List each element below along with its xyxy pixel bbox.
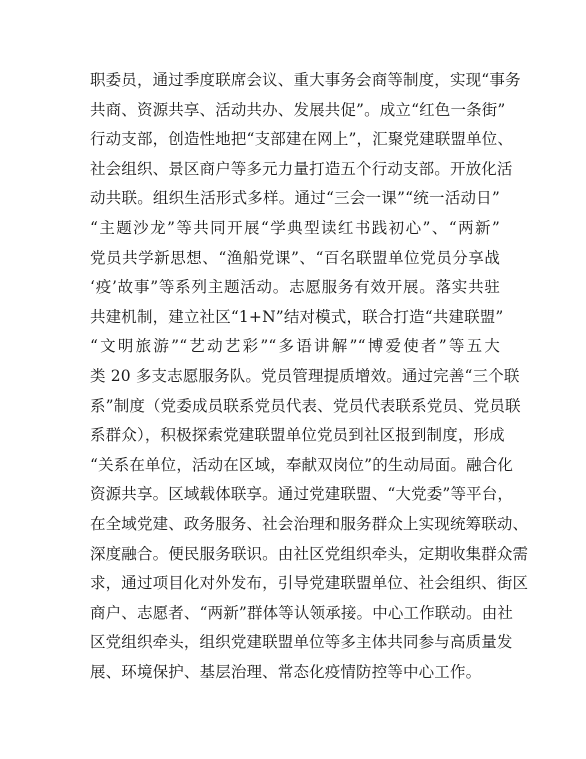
text-line: 展、环境保护、基层治理、常态化疫情防控等中心工作。 bbox=[90, 662, 482, 681]
text-line: 职委员，通过季度联席会议、重大事务会商等制度，实现“事务 bbox=[90, 71, 521, 89]
text-line: 资源共享。区域载体联享。通过党建联盟、“大党委”等平台， bbox=[90, 485, 514, 504]
text-line: 共商、资源共享、活动共办、发展共促”。成立“红色一条街” bbox=[90, 100, 506, 119]
body-text bbox=[90, 66, 529, 687]
text-line: 动共联。组织生活形式多样。通过“三会一课”“统一活动日” bbox=[90, 189, 500, 208]
text-line: 深度融合。便民服务联识。由社区党组织牵头，定期收集群众需 bbox=[90, 544, 529, 563]
text-line: 系”制度（党委成员联系党员代表、党员代表联系党员、党员联 bbox=[90, 396, 521, 415]
text-line: 共建机制，建立社区“1+N”结对模式，联合打造“共建联盟” bbox=[90, 307, 504, 326]
text-line: 行动支部，创造性地把“支部建在网上”，汇聚党建联盟单位、 bbox=[90, 130, 514, 149]
text-line: “文明旅游”“艺动艺彩”“多语讲解”“博爱使者”等五大 bbox=[90, 337, 500, 356]
text-line: 区党组织牵头，组织党建联盟单位等多主体共同参与高质量发 bbox=[90, 633, 513, 652]
text-line: 求，通过项目化对外发布，引导党建联盟单位、社会组织、街区 bbox=[90, 574, 529, 593]
text-line: “主题沙龙”等共同开展“学典型读红书践初心”、“两新” bbox=[90, 218, 500, 237]
text-line: 系群众），积极探索党建联盟单位党员到社区报到制度，形成 bbox=[90, 426, 505, 445]
text-line: ‘疫’故事”等系列主题活动。志愿服务有效开展。落实共驻 bbox=[90, 278, 500, 297]
text-line: 社会组织、景区商户等多元力量打造五个行动支部。开放化活 bbox=[90, 159, 513, 178]
text-line: 党员共学新思想、“渔船党课”、“百名联盟单位党员分享战 bbox=[90, 248, 500, 267]
text-line: 类 20 多支志愿服务队。党员管理提质增效。通过完善“三个联 bbox=[90, 366, 520, 385]
text-line: 在全域党建、政务服务、社会治理和服务群众上实现统筹联动、 bbox=[90, 514, 529, 533]
text-line: “关系在单位，活动在区域，奉献双岗位”的生动局面。融合化 bbox=[90, 455, 514, 474]
text-line: 商户、志愿者、“两新”群体等认领承接。中心工作联动。由社 bbox=[90, 603, 514, 622]
